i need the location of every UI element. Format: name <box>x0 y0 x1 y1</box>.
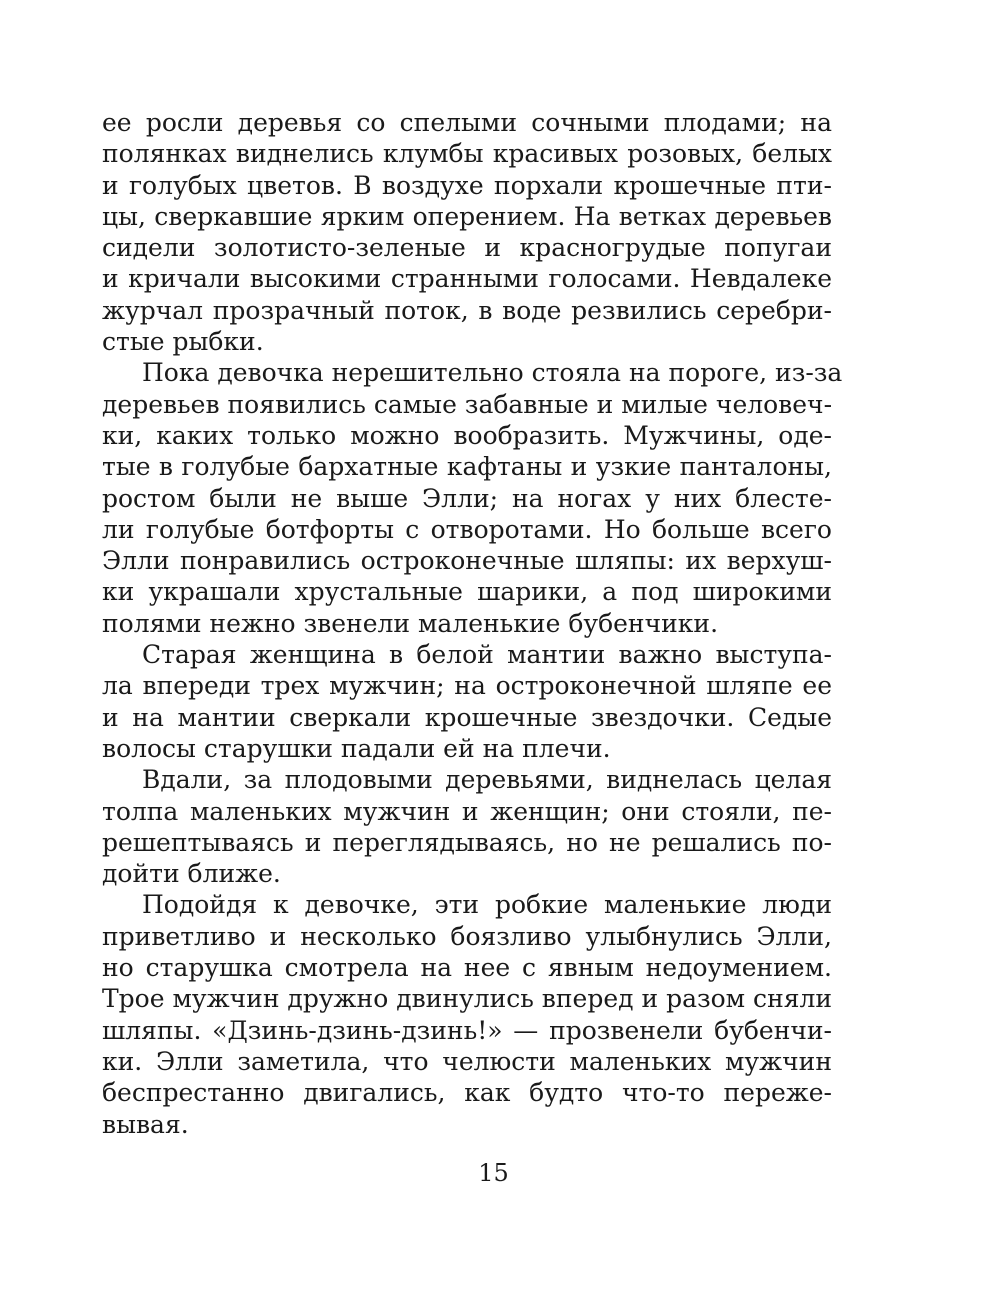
text-line: журчал прозрачный поток, в воде резвились серебри- <box>102 295 832 325</box>
text-line: ла впереди трех мужчин; на остроконечной шляпе ее <box>102 671 832 701</box>
text-line: приветливо и несколько боязливо улыбнулись Элли, <box>102 921 832 951</box>
text-line: волосы старушки падали ей на плечи. <box>102 733 611 763</box>
text-line: Элли понравились остроконечные шляпы: их верхуш- <box>102 546 832 576</box>
text-line: беспрестанно двигались, как будто что-то пережe- <box>102 1078 832 1108</box>
text-line: Вдали, за плодовыми деревьями, виднелась целая <box>142 765 832 795</box>
text-line: сидели золотисто-зеленые и красногрудые попугаи <box>102 233 832 263</box>
paragraph <box>102 764 832 889</box>
text-line: и кричали высокими странными голосами. Невдалеке <box>102 264 832 294</box>
text-line: Пока девочка нерешительно стояла на пороге, из-за <box>142 358 843 388</box>
text-line: ки. Элли заметила, что челюсти маленьких мужчин <box>102 1046 832 1076</box>
text-line: полянках виднелись клумбы красивых розовых, белых <box>102 139 832 169</box>
text-line: Трое мужчин дружно двинулись вперед и разом сняли <box>102 984 833 1014</box>
text-line: Старая женщина в белой мантии важно выступа- <box>142 640 832 670</box>
page-body <box>102 107 843 1140</box>
text-line: деревьев появились самые забавные и милые человеч- <box>102 389 833 419</box>
text-line: цы, сверкавшие ярким оперением. На ветках деревьев <box>102 201 832 231</box>
text-line: полями нежно звенели маленькие бубенчики. <box>102 608 719 638</box>
text-line: решептываясь и переглядываясь, но не решались по- <box>102 827 832 857</box>
text-line: ее росли деревья со спелыми сочными плодами; на <box>102 108 832 137</box>
text-line: дойти ближе. <box>102 859 281 889</box>
text-line: ки украшали хрустальные шарики, а под широкими <box>102 577 832 607</box>
text-line: и голубых цветов. В воздухе порхали крошечные пти- <box>102 170 832 200</box>
text-line: но старушка смотрела на нее с явным недоумением. <box>102 953 832 983</box>
paragraph <box>102 889 832 1139</box>
text-line: и на мантии сверкали крошечные звездочки. Седые <box>102 702 832 732</box>
text-line: ки, каких только можно вообразить. Мужчины, оде- <box>102 420 832 450</box>
text-line: Подойдя к девочке, эти робкие маленькие люди <box>142 890 832 920</box>
paragraph <box>102 357 843 639</box>
text-line: вывая. <box>102 1109 189 1139</box>
text-line: тые в голубые бархатные кафтаны и узкие панталоны, <box>102 452 832 482</box>
text-line: ростом были не выше Элли; на ногах у них блесте- <box>102 483 832 513</box>
text-line: стые рыбки. <box>102 327 264 357</box>
text-line: толпа маленьких мужчин и женщин; они стояли, пе- <box>102 796 832 826</box>
text-line: шляпы. «Дзинь-дзинь-дзинь!» — прозвенели бубенчи- <box>102 1015 832 1045</box>
paragraph <box>102 639 832 764</box>
page-number: 15 <box>478 1159 509 1187</box>
text-line: ли голубые ботфорты с отворотами. Но больше всего <box>102 514 832 544</box>
paragraph <box>102 107 832 357</box>
